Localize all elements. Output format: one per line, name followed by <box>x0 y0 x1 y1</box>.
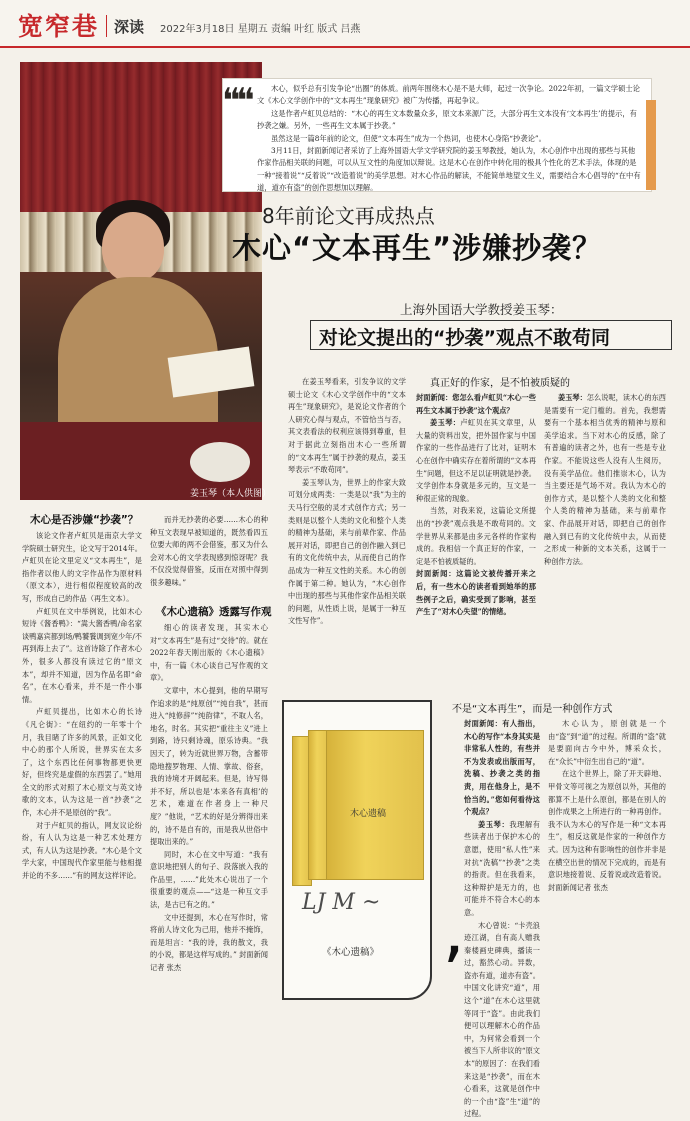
col1-paragraph: 卢虹贝提出，比如木心的长诗《凡仑街》：“在纽约的一年零十个月，我目睹了许多的风景，正如文化中心的那个人所说，世界实在太多了，这个东西比任何事物都更快更好，但终究是虚假的东西罢了。”她用全文的形式对照了木心原文与英文诗歌的文本，认为这是一首“抄袭”之作，木心并不是原创的“我”。 <box>22 706 142 819</box>
col1-paragraph: 该论文作者卢虹贝是南京大学文学院硕士研究生，论文写于2014年。卢虹贝在论文里定义“文本再生”，是指作者以他人的文字作品作为原材料（原文本），进行相似程度较高的改写，形成自己的作品（再生文本）。 <box>22 530 142 606</box>
masthead <box>0 0 690 48</box>
col1-paragraph: 卢虹贝在文中举例说，比如木心短诗《酱香鸭》：“嵩大酱香鸭/命名家谈鸭嘉宾都到场/鸭饕餮调到宽少年/不再到海上去了”。这首诗除了作者木心外，很多人都没有读过它的“原文本”，却并不知道，因为作品名即“命名”，在木心看来，并不是一件小事情。 <box>22 606 142 707</box>
photo-cup <box>190 442 250 482</box>
masthead-section: 深读 <box>114 16 144 37</box>
quote-icon: ❝❝ <box>222 84 251 118</box>
answer-continued: 木心曾说：“卡壳浪迹江湖，自有高人赠我秦楼画史碑典，播读一过，豁然心动。异数，盗亦有道，道亦有盗”。中国文化讲究“道”，用这个“道”在木心这里就等同于“盗”。由此我们便可以理解木心的作品中，为何常会看到一个被当下人所非议的“原文本”的原因了：在我们看来这是“抄袭”，而在木心看来，这就是创作中的一个由“盗”生“道”的过程。 <box>464 920 540 1121</box>
answer: 卢虹贝在其文章里，从大量的资料出发，把外国作家与中国作家的一些作品进行了比对，证明木心在创作中确实存在着所谓的“文本再生”问题，但这不足以证明就是抄袭。文学创作本身就是多元的，互文是一种很正常的现象。 <box>416 418 536 503</box>
book-cover <box>326 730 424 880</box>
headline-kicker: 8年前论文再成热点 <box>262 200 435 229</box>
col3-paragraph: 姜玉琴认为，世界上的作家大致可划分成两类：一类是以“我”为主的天马行空般的灵才式创作方式；另一类则是以整个人类的文化和整个人类的精神为基础，来与前辈作家、作品展开对话，即把自己的创作融入到已有的文化传统中去，从而使自己的作品成为一种互文性的关系。木心的创作属于第二种。她认为，“木心创作中出现的那些与其他作家作品相关联的问题，从性质上说，是属于一种互文性写作”。 <box>288 477 406 628</box>
col1-body <box>22 530 142 1030</box>
interview2-col-b <box>548 718 666 1028</box>
q-label: 封面新闻： <box>416 393 452 402</box>
question: 您怎么看卢虹贝“木心一些再生文本属于抄袭”这个观点？ <box>416 393 536 415</box>
book-caption: 《木心遗稿》 <box>322 944 379 958</box>
answer-continued: 木心认为，原创就是一个由“盗”到“道”的过程。所谓的“盗”就是要面向古今中外，博采众长，在“众长”中衍生出自己的“道”。 <box>548 718 666 768</box>
answer: 我理解有些读者出于保护木心的意愿，使用“私人性”来对抗“洗稿”“抄袭”之类的指责。但在我看来，这种辩护是无力的，也可能并不符合木心的本意。 <box>464 820 540 917</box>
col1-paragraph: 对于卢虹贝的指认，网友议论纷纷，有人认为这是一种艺术处理方式，有人认为这是抄袭。“木心是个文学大家，中国现代作家里能与他相提并论的不多……”有的网友这样评论。 <box>22 820 142 883</box>
col2-body <box>150 622 268 1034</box>
headline-main: 木心“文本再生”涉嫌抄袭？ <box>232 226 602 267</box>
interview1-col-a <box>416 392 536 692</box>
accent-bar <box>646 100 656 190</box>
col2-paragraph: 文中还提到，木心在写作时，常将前人诗文化为己用，他并不掩饰，而是坦言：“我的诗，我的散文，我的小说，都是这样写成的。” 封面新闻记者 张杰 <box>150 912 268 975</box>
interview1-col-b <box>544 392 666 692</box>
interview1-heading: 真正好的作家，是不怕被质疑的 <box>430 374 570 389</box>
answer-continued: 在这个世界上，除了开天辟地、甲骨文等可视之为原创以外，其他的都算不上是什么原创，都是在别人的创作成果之上所进行的一种再创作。我不认为木心的写作是一种“文本再生”，相反这就是作家的一种创作方式。因为这种有影响性的创作并非是在横空出世的情况下完成的，而是有意识地接着说、反着说或改造着说。 封面新闻记者 张杰 <box>548 768 666 894</box>
photo-face <box>102 212 164 282</box>
col2-paragraph: 文章中，木心提到，他的早期写作追求的是“纯原创”“纯自我”，甚而进入“纯修辞”“纯韵律”，不取人名，地名，时名。其实把“重往主义”进上到路，诗只剩诗魂，原乐诗典。“我因天了，转为近就世界万物，含蓄带隐地搜罗物理、人情、掌故、俗套，我的诗境才开阔起来。但是，诗写得并不好，所以也是‘本来各有真相’的艺术，难道在作者身上一种尺度？”他说，“艺术的好是分辨得出来的，诗不是自有的，而是我从世俗中提取出来的。” <box>150 685 268 849</box>
col1-heading: 木心是否涉嫌“抄袭”？ <box>30 512 138 527</box>
masthead-divider <box>106 15 107 37</box>
answer: 怎么说呢，读木心的东西是需要有一定门槛的。首先，我想需要有一个基本相当优秀的精神与原和美学追求。当下对木心的反感，除了有普遍的读者之外，也有一些是专业作家。不能说这些人没有人生阅历，没有美学品位。他们推崇木心，认为当主要还是气场不对。我认为木心的创作方式，是以整个人类的文化和整个人类的精神为基础，来与前辈作家、作品展开对话，即把自己的创作融入到已有的文化传统中去，从而使之形成一种新的文本关系，这属于一种创作方法。 <box>544 393 666 566</box>
lead-paragraph-4: 3月11日，封面新闻记者采访了上海外国语大学文学研究院的姜玉琴教授，她认为，木心创作中出现的那些与其他作家作品相关联的问题，可以从互文性的角度加以辩说。这是木心在创作中转化用的极具个性化的艺术手法，体现的是一种“接着说”“反着说”“改造着说”的美学思想。对木心作品的解读，不能简单地望文生义，需要结合木心倡导的“在中有道，道亦有盗”的创作思想加以理解。 <box>257 145 641 195</box>
lead-paragraph-2: 这是作者卢虹贝总结的：“木心的再生文本数量众多，原文本来源广泛，大部分再生文本没有‘文本再生’的提示，有抄袭之嫌。另外，一些再生文本属于抄袭。” <box>257 108 641 133</box>
book-cover-title: 木心遗稿 <box>350 806 386 819</box>
question: 有人指出，木心的写作“本身其实是非常私人性的，有些并不为发表或出版而写，洗稿、抄袭之类的指责，用在他身上，是不恰当的。”您如何看待这个观点？ <box>464 719 540 816</box>
a-label: 姜玉琴： <box>430 418 460 427</box>
lead-paragraph-3: 虽然这是一篇8年前的论文，但使“文本再生”成为一个热词，也使木心身陷“抄袭论”。 <box>257 133 641 145</box>
interview2-col-a <box>464 718 540 928</box>
a-label: 姜玉琴： <box>478 820 509 829</box>
subhead-kicker: 上海外国语大学教授姜玉琴： <box>400 300 563 318</box>
col2-paragraph: 而并无抄袭的必要……木心的种种互文表现早被知道的，既然看四五位要大师的两不会借鉴，那又为什么会对木心的文学表现感到惊讶呢？我不仅没觉得借鉴，反而在对照中得到很多趣味。” <box>150 514 268 590</box>
col3-body <box>288 376 406 692</box>
masthead-meta: 2022年3月18日 星期五 责编 叶红 版式 吕燕 <box>160 20 360 35</box>
photo-caption: 姜玉琴（本人供图） <box>190 486 271 499</box>
interview2-heading: 不是“文本再生”，而是一种创作方式 <box>452 700 612 715</box>
signature-image: Ǉ M ~ <box>302 890 422 920</box>
q-label: 封面新闻： <box>464 719 502 728</box>
col2-paragraph: 细心的读者发现，其实木心对“文本再生”是有过“交待”的。就在2022年春天刚出版的《木心遗稿》中，有一篇《木心谈自己写作观的文章》。 <box>150 622 268 685</box>
col2-top-body <box>150 514 268 598</box>
question: 这篇论文被传播开来之后，有一些木心的读者看到她举的那些例子之后，确实受到了影响，甚至产生了“对木心失望”的情绪。 <box>416 569 536 616</box>
lead-paragraph-1: 木心，似乎总有引发争论“出圈”的体质。前两年围绕木心是不是大师，起过一次争论。2022年初，一篇文学硕士论文《木心文学创作中的“文本再生”现象研究》被广为传播，再起争议。 <box>257 83 641 108</box>
answer-continued: 当然，对我来说，这篇论文所提出的“抄袭”观点我是不敢苟同的。文学世界从来都是由多元各样的作家构成的。我相信一个真正好的作家，一定是不怕被质疑的。 <box>416 505 536 568</box>
col3-paragraph: 在姜玉琴看来，引发争议的文学硕士论文《木心文学创作中的“文本再生”现象研究》，是说论文作者的个人研究心得与观点，不管恰当与否，其文表看法的权利应该得到尊重，但对于据此立刻指出木心一些所谓的“文本再生”属于抄袭的观点，姜玉琴表示“不敢苟同”。 <box>288 376 406 477</box>
lead-box <box>222 78 652 192</box>
q-label: 封面新闻： <box>416 569 456 578</box>
a-label: 姜玉琴： <box>558 393 587 402</box>
col2-paragraph: 同时，木心在文中写道：“我有意识地把别人的句子、段落嵌入我的作品里，……”此处木心说出了一个很重要的观点——“这是一种互文手法，是古已有之的。” <box>150 849 268 912</box>
masthead-title: 宽窄巷 <box>18 7 99 43</box>
col2-heading: 《木心遗稿》透露写作观 <box>156 604 272 619</box>
closing-quote-mark: ’ <box>442 938 464 1008</box>
subhead-main: 对论文提出的“抄袭”观点不敢苟同 <box>310 320 672 350</box>
